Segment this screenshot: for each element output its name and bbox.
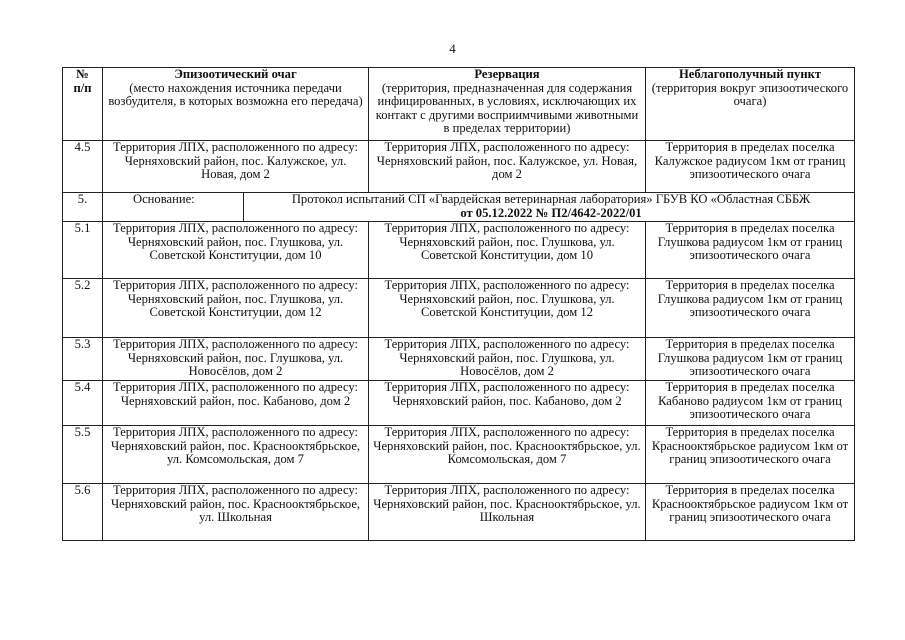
reserve-cell: Территория ЛПХ, расположенного по адресу: Черняховский район, пос. Калужское, ул. Новая, дом 2 bbox=[369, 141, 646, 193]
reserve-cell: Территория ЛПХ, расположенного по адресу: Черняховский район, пос. Кабаново, дом 2 bbox=[369, 381, 646, 426]
basis-date-number: от 05.12.2022 № П2/4642-2022/01 bbox=[460, 205, 642, 220]
page-number: 4 bbox=[449, 41, 456, 56]
header-reserve-title: Резервация bbox=[474, 67, 540, 81]
focus-cell: Территория ЛПХ, расположенного по адресу: Черняховский район, пос. Краснооктябрьское, ул. Школьная bbox=[103, 484, 369, 541]
point-cell: Территория в пределах поселка Калужское радиусом 1км от границ эпизоотического очага bbox=[646, 141, 855, 193]
reserve-cell: Территория ЛПХ, расположенного по адресу: Черняховский район, пос. Глушкова, ул. Новосёлов, дом 2 bbox=[369, 338, 646, 381]
table-header-row bbox=[63, 68, 855, 141]
reserve-cell: Территория ЛПХ, расположенного по адресу: Черняховский район, пос. Глушкова, ул. Советской Конституции, дом 10 bbox=[369, 222, 646, 279]
basis-number: 5. bbox=[63, 193, 103, 222]
row-number: 5.5 bbox=[63, 426, 103, 484]
table-row bbox=[63, 484, 855, 541]
table-row bbox=[63, 381, 855, 426]
table-row bbox=[63, 338, 855, 381]
header-focus-title: Эпизоотический очаг bbox=[174, 67, 297, 81]
reserve-cell: Территория ЛПХ, расположенного по адресу: Черняховский район, пос. Глушкова, ул. Советской Конституции, дом 12 bbox=[369, 279, 646, 338]
point-cell: Территория в пределах поселка Глушкова радиусом 1км от границ эпизоотического очага bbox=[646, 279, 855, 338]
focus-cell: Территория ЛПХ, расположенного по адресу: Черняховский район, пос. Краснооктябрьское, ул. Комсомольская, дом 7 bbox=[103, 426, 369, 484]
point-cell: Территория в пределах поселка Кабаново радиусом 1км от границ эпизоотического очага bbox=[646, 381, 855, 426]
header-point-title: Неблагополучный пункт bbox=[678, 67, 822, 81]
reserve-cell: Территория ЛПХ, расположенного по адресу: Черняховский район, пос. Краснооктябрьское, ул. Комсомольская, дом 7 bbox=[369, 426, 646, 484]
header-reserve-subtitle: (территория, предназначенная для содержания инфицированных, в условиях, исключающих их контакт с другими восприимчивыми животными в пределах территории) bbox=[375, 80, 639, 136]
row-number: 5.3 bbox=[63, 338, 103, 381]
header-focus bbox=[103, 68, 369, 141]
row-number: 4.5 bbox=[63, 141, 103, 193]
focus-cell: Территория ЛПХ, расположенного по адресу: Черняховский район, пос. Кабаново, дом 2 bbox=[103, 381, 369, 426]
header-point-subtitle: (территория вокруг эпизоотического очага) bbox=[651, 80, 849, 109]
header-point bbox=[646, 68, 855, 141]
row-number: 5.4 bbox=[63, 381, 103, 426]
table-row bbox=[63, 426, 855, 484]
basis-text: Протокол испытаний СП «Гвардейская ветеринарная лаборатория» ГБУВ КО «Областная СББЖ bbox=[291, 192, 811, 206]
table-row bbox=[63, 222, 855, 279]
basis-cell bbox=[103, 193, 855, 222]
reserve-cell: Территория ЛПХ, расположенного по адресу: Черняховский район, пос. Краснооктябрьское, ул. Школьная bbox=[369, 484, 646, 541]
header-focus-subtitle: (место нахождения источника передачи возбудителя, в которых возможна его передача) bbox=[108, 80, 363, 109]
focus-cell: Территория ЛПХ, расположенного по адресу: Черняховский район, пос. Калужское, ул. Новая, дом 2 bbox=[103, 141, 369, 193]
basis-text-block bbox=[244, 193, 854, 220]
basis-label: Основание: bbox=[103, 193, 244, 221]
point-cell: Территория в пределах поселка Краснооктябрьское радиусом 1км от границ эпизоотического очага bbox=[646, 426, 855, 484]
point-cell: Территория в пределах поселка Глушкова радиусом 1км от границ эпизоотического очага bbox=[646, 338, 855, 381]
row-number: 5.2 bbox=[63, 279, 103, 338]
header-num: № п/п bbox=[63, 68, 103, 141]
table-row bbox=[63, 279, 855, 338]
row-number: 5.1 bbox=[63, 222, 103, 279]
basis-row bbox=[63, 193, 855, 222]
focus-cell: Территория ЛПХ, расположенного по адресу: Черняховский район, пос. Глушкова, ул. Советской Конституции, дом 10 bbox=[103, 222, 369, 279]
point-cell: Территория в пределах поселка Краснооктябрьское радиусом 1км от границ эпизоотического очага bbox=[646, 484, 855, 541]
focus-cell: Территория ЛПХ, расположенного по адресу: Черняховский район, пос. Глушкова, ул. Советской Конституции, дом 12 bbox=[103, 279, 369, 338]
header-reserve bbox=[369, 68, 646, 141]
row-number: 5.6 bbox=[63, 484, 103, 541]
point-cell: Территория в пределах поселка Глушкова радиусом 1км от границ эпизоотического очага bbox=[646, 222, 855, 279]
epizootic-table bbox=[62, 67, 855, 541]
table-row bbox=[63, 141, 855, 193]
focus-cell: Территория ЛПХ, расположенного по адресу: Черняховский район, пос. Глушкова, ул. Новосёлов, дом 2 bbox=[103, 338, 369, 381]
